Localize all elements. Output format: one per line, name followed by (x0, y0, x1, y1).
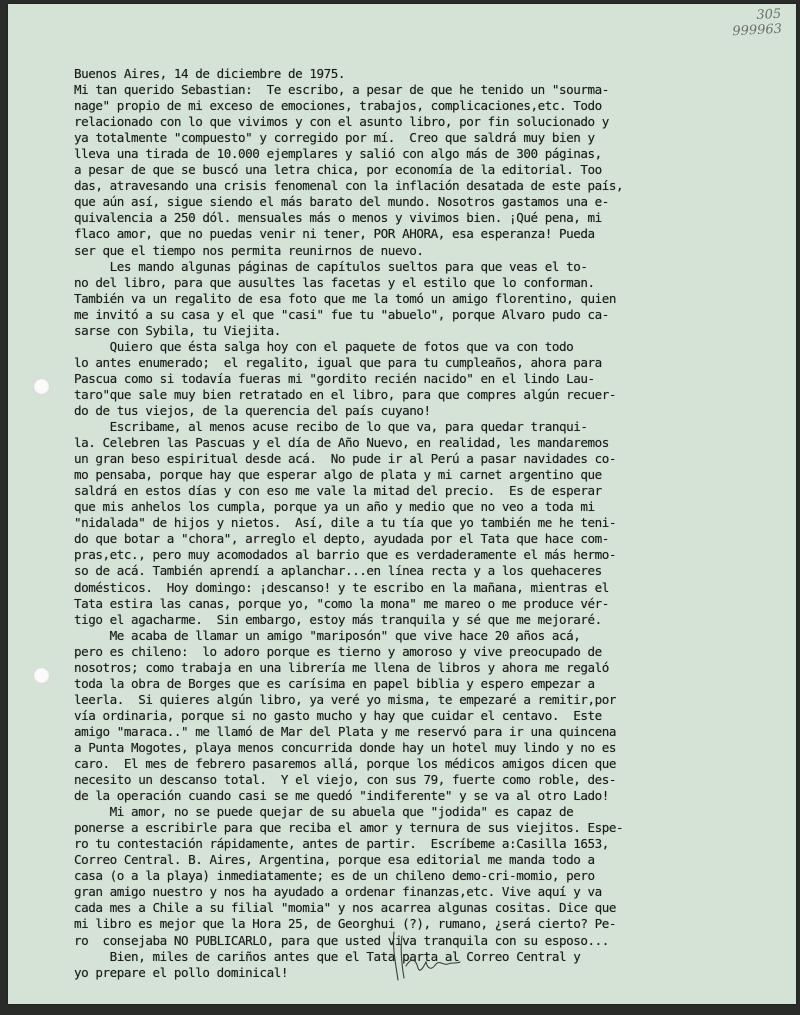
punch-hole-lower (33, 667, 50, 684)
letter-line: Me acaba de llamar un amigo "mariposón" que vive hace 20 años acá, (74, 627, 581, 643)
letter-line: domésticos. Hoy domingo: ¡descanso! y te escribo en la mañana, mientras el (74, 579, 609, 595)
letter-line: Correo Central. B. Aires, Argentina, porque esa editorial me manda todo a (74, 852, 595, 868)
letter-line: tigo el agacharme. Sin embargo, estoy más tranquila y sé que me mejoraré. (74, 611, 602, 627)
letter-line: flaco amor, que no puedas venir ni tener, POR AHORA, esa esperanza! Pueda (74, 226, 595, 242)
letter-line: caro. El mes de febrero pasaremos allá, porque los médicos amigos dicen que (74, 756, 617, 772)
letter-line: ser que el tiempo nos permita reunirnos de nuevo. (74, 242, 424, 258)
letter-line: das, atravesando una crisis fenomenal con la inflación desatada de este país, (74, 178, 624, 194)
letter-line: nosotros; como trabaja en una librería me llena de libros y ahora me regaló (74, 659, 609, 675)
letter-line: mo pensaba, porque hay que esperar algo de plata y mi carnet argentino que (74, 467, 602, 483)
letter-line: pras,etc., pero muy acomodados al barrio que es verdaderamente el más hermo- (74, 547, 617, 563)
letter-line: Tata estira las canas, porque yo, "como la mona" me mareo o me produce vér- (74, 595, 609, 611)
letter-line: que aún así, sigue siendo el más barato del mundo. Nosotros gastamos una e- (74, 194, 609, 210)
letter-page (8, 4, 796, 1004)
letter-line: de la operación cuando casi se me quedó "indiferente" y se va al otro Lado! (74, 788, 609, 804)
letter-line: leerla. Si quieres algún libro, ya veré yo misma, te empezaré a remitir,por (74, 691, 617, 707)
letter-line: un gran beso espiritual desde acá. No pude ir al Perú a pasar navidades co- (74, 451, 617, 467)
letter-line: a pesar de que se buscó una letra chica, por economía de la editorial. Too (74, 162, 602, 178)
letter-line: me invitó a su casa y el que "casi" fue tu "abuelo", porque Alvaro pudo ca- (74, 306, 609, 322)
letter-line: relacionado con lo que vivimos y con el asunto libro, por fin solucionado y (74, 114, 609, 130)
letter-line: do que botar a "chora", arreglo el depto, ayudada por el Tata que hace com- (74, 531, 609, 547)
letter-line: toda la obra de Borges que es carísima en papel biblia y espero empezar a (74, 675, 595, 691)
letter-line: ponerse a escribirle para que reciba el amor y ternura de sus viejitos. Espe- (74, 820, 624, 836)
letter-line: Escribame, al menos acuse recibo de lo que va, para quedar tranqui- (74, 419, 588, 435)
archive-folio-number: 305 (756, 6, 782, 24)
letter-line: Buenos Aires, 14 de diciembre de 1975. (74, 66, 346, 81)
archive-folio-note (732, 7, 783, 40)
letter-line: sarse con Sybila, tu Viejita. (74, 322, 281, 338)
letter-line: Pascua como si todavía fueras mi "gordito recién nacido" en el lindo Lau- (74, 370, 595, 386)
letter-line: do de tus viejos, de la querencia del país cuyano! (74, 402, 431, 418)
letter-line: Quiero que ésta salga hoy con el paquete de fotos que va con todo (74, 338, 574, 354)
letter-line: pero es chileno: lo adoro porque es tierno y amoroso y vive preocupado de (74, 643, 602, 659)
letter-line: vía ordinaria, porque si no gasto mucho y hay que cuidar el centavo. Este (74, 707, 602, 723)
letter-line: gran amigo nuestro y nos ha ayudado a ordenar finanzas,etc. Vive aquí y va (74, 884, 602, 900)
letter-line: lleva una tirada de 10.000 ejemplares y salió con algo más de 300 páginas, (74, 146, 602, 162)
letter-line: so de acá. También aprendí a aplanchar...en línea recta y a los quehaceres (74, 563, 602, 579)
letter-line: ro tu contestación rápidamente, antes de partir. Escríbeme a:Casilla 1653, (74, 836, 609, 852)
letter-line: que mis anhelos los cumpla, porque ya un año y medio que no veo a toda mi (74, 499, 595, 515)
letter-line: necesito un descanso total. Y el viejo, con sus 79, fuerte como roble, des- (74, 772, 617, 788)
letter-line: Mi tan querido Sebastian: Te escribo, a pesar de que he tenido un "sourma- (74, 82, 609, 98)
letter-line: nage" propio de mi exceso de emociones, trabajos, complicaciones,etc. Todo (74, 98, 602, 114)
letter-line: ro consejaba NO PUBLICARLO, para que usted viva tranquila con su esposo... (74, 932, 609, 948)
letter-line: no del libro, para que ausultes las facetas y el estilo que lo conforman. (74, 274, 595, 290)
letter-line: Mi amor, no se puede quejar de su abuela que "jodida" es capaz de (74, 804, 574, 820)
punch-hole-upper (33, 378, 50, 395)
letter-line: mi libro es mejor que la Hora 25, de Georghui (?), rumano, ¿será cierto? Pe- (74, 916, 617, 932)
letter-line: a Punta Mogotes, playa menos concurrida donde hay un hotel muy lindo y no es (74, 739, 617, 755)
letter-line: saldrá en estos días y con eso me vale la mitad del precio. Es de esperar (74, 483, 602, 499)
letter-line: quivalencia a 250 dól. mensuales más o menos y vivimos bien. ¡Qué pena, mi (74, 210, 602, 226)
letter-line: lo antes enumerado; el regalito, igual que para tu cumpleaños, ahora para (74, 354, 602, 370)
letter-line: casa (o a la playa) inmediatamente; es de un chileno demo-cri-momio, pero (74, 868, 595, 884)
handwritten-signature (388, 926, 468, 986)
letter-line: yo prepare el pollo dominical! (74, 964, 288, 980)
letter-body (74, 66, 786, 981)
letter-line: También va un regalito de esa foto que me la tomó un amigo florentino, quien (74, 290, 617, 306)
letter-line: cada mes a Chile a su filial "momia" y nos acarrea algunas cositas. Dice que (74, 900, 617, 916)
letter-line: Bien, miles de cariños antes que el Tata parta al Correo Central y (74, 948, 581, 964)
letter-line: amigo "maraca.." me llamó de Mar del Plata y me reservó para ir una quincena (74, 723, 617, 739)
letter-line: la. Celebren las Pascuas y el día de Año Nuevo, en realidad, les mandaremos (74, 435, 609, 451)
letter-line: taro"que sale muy bien retratado en el libro, para que compres algún recuer- (74, 386, 617, 402)
letter-line: Les mando algunas páginas de capítulos sueltos para que veas el to- (74, 258, 588, 274)
letter-line: "nidalada" de hijos y nietos. Así, dile a tu tía que yo también me he teni- (74, 515, 617, 531)
letter-line: ya totalmente "compuesto" y corregido por mí. Creo que saldrá muy bien y (74, 130, 595, 146)
archive-reference-number: 999963 (732, 21, 783, 40)
